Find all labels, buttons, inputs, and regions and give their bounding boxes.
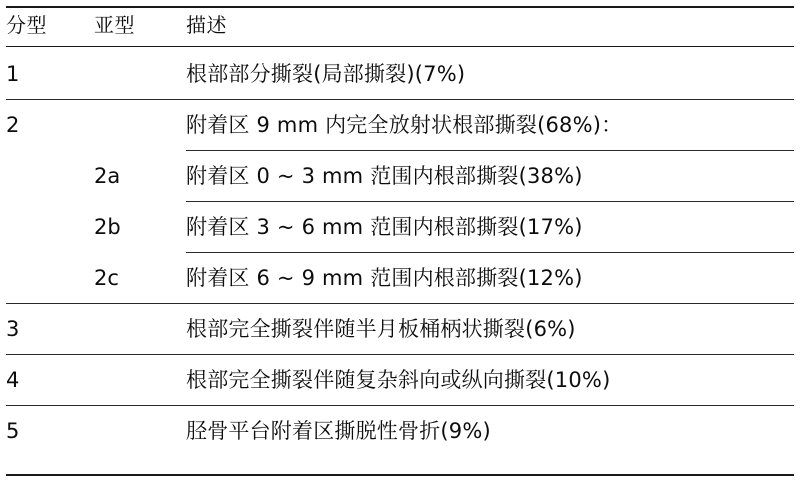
column-header-subtype: 亚型 (94, 13, 135, 37)
table-row (6, 253, 794, 304)
table-bottom-rule (6, 474, 794, 476)
table-row (6, 355, 794, 406)
cell-type (6, 253, 94, 304)
cell-type: 3 (6, 317, 20, 341)
classification-table (6, 6, 794, 456)
cell-type: 5 (6, 419, 20, 443)
column-header-type: 分型 (6, 13, 47, 37)
cell-description: 附着区 0 ~ 3 mm 范围内根部撕裂(38%) (186, 151, 794, 202)
table-header-row (6, 7, 794, 47)
cell-subtype: 2b (94, 214, 121, 239)
cell-description: 根部完全撕裂伴随半月板桶柄状撕裂(6%) (186, 317, 576, 341)
cell-description: 胫骨平台附着区撕脱性骨折(9%) (186, 419, 491, 443)
cell-description: 根部完全撕裂伴随复杂斜向或纵向撕裂(10%) (186, 368, 611, 392)
table-row (6, 151, 794, 202)
table-row (6, 202, 794, 253)
table-body (6, 47, 794, 457)
cell-type: 4 (6, 368, 20, 392)
cell-type (6, 202, 94, 253)
table-row (6, 406, 794, 457)
cell-subtype: 2c (94, 265, 119, 290)
column-header-description: 描述 (186, 13, 227, 37)
cell-description: 根部部分撕裂(局部撕裂)(7%) (186, 62, 466, 86)
cell-type: 2 (6, 113, 20, 137)
cell-description: 附着区 3 ~ 6 mm 范围内根部撕裂(17%) (186, 202, 794, 253)
cell-subtype: 2a (94, 163, 121, 188)
cell-subtype (94, 355, 186, 406)
table-row (6, 304, 794, 355)
cell-subtype (94, 304, 186, 355)
cell-description: 附着区 9 mm 内完全放射状根部撕裂(68%)： (186, 113, 623, 137)
cell-type: 1 (6, 62, 20, 86)
table-row (6, 100, 794, 151)
table-row (6, 47, 794, 100)
cell-subtype (94, 406, 186, 457)
cell-subtype (94, 100, 186, 151)
cell-subtype (94, 47, 186, 100)
classification-table-container (0, 6, 800, 488)
cell-type (6, 151, 94, 202)
cell-description: 附着区 6 ~ 9 mm 范围内根部撕裂(12%) (186, 253, 794, 304)
table-header (6, 7, 794, 47)
